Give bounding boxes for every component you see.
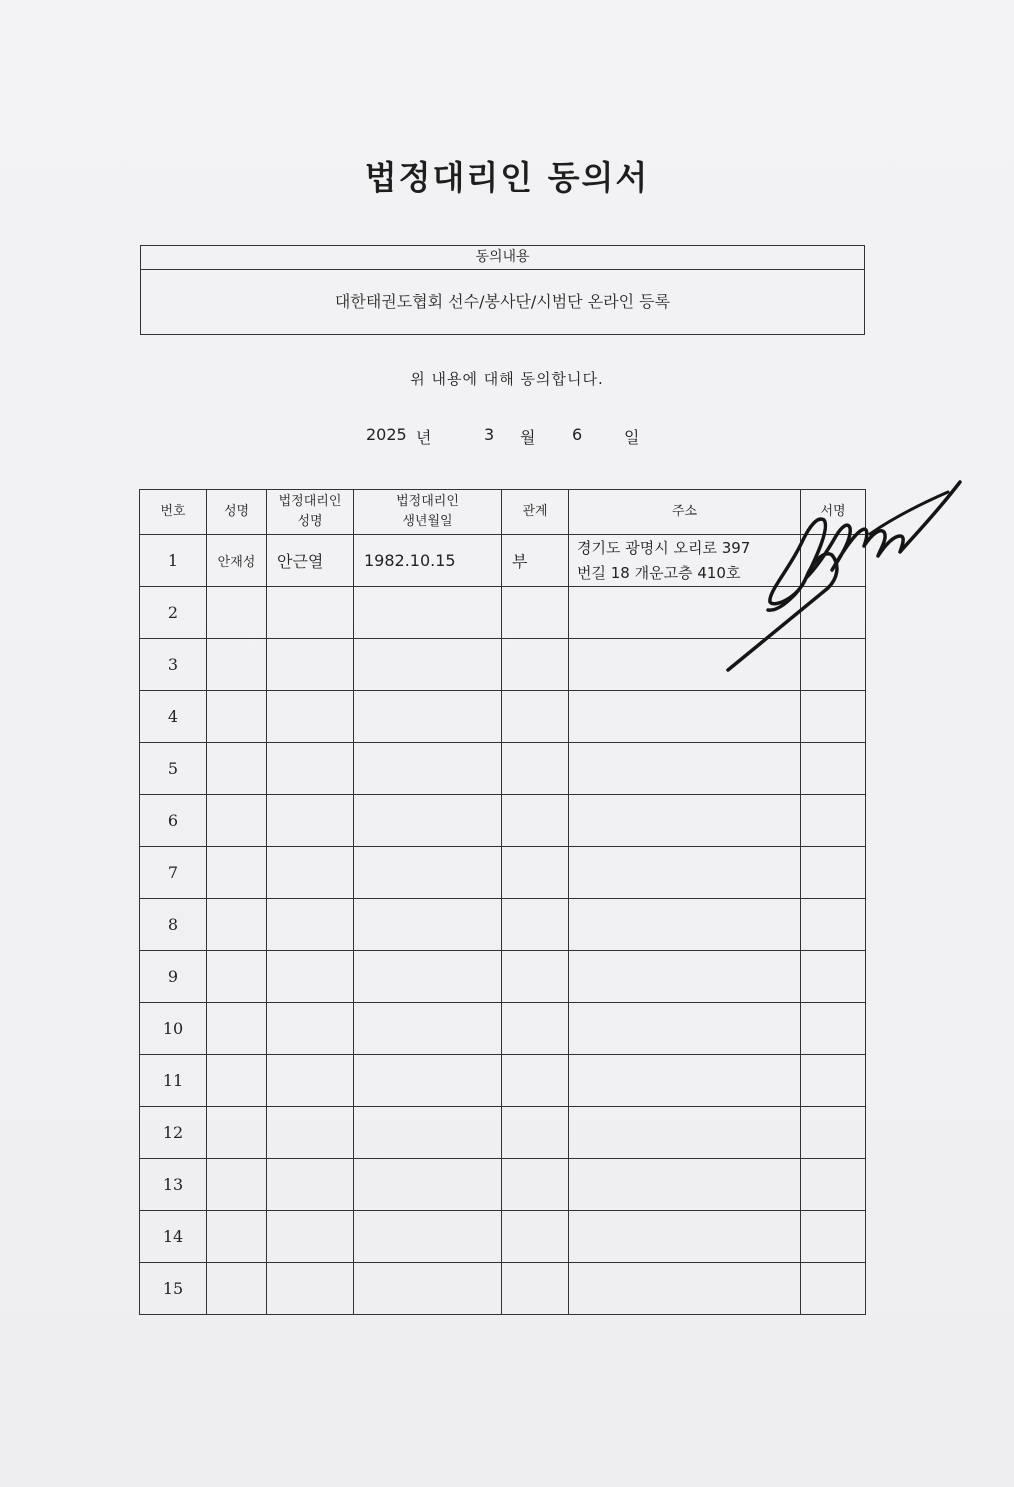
cell-guardian-name: 안근열	[267, 535, 354, 587]
cell-guardian-name	[267, 587, 354, 639]
table-row	[140, 899, 866, 951]
cell-guardian-name	[267, 847, 354, 899]
date-month-unit: 월	[520, 428, 536, 447]
cell-relation	[502, 1107, 569, 1159]
cell-signature	[801, 1003, 866, 1055]
cell-guardian-birth	[354, 899, 502, 951]
document-title: 법정대리인 동의서	[364, 158, 650, 197]
cell-name	[207, 1107, 267, 1159]
cell-name	[207, 691, 267, 743]
cell-name	[207, 951, 267, 1003]
cell-signature	[801, 1159, 866, 1211]
cell-relation	[502, 1263, 569, 1315]
cell-name	[207, 743, 267, 795]
cell-guardian-birth	[354, 951, 502, 1003]
cell-signature	[801, 743, 866, 795]
cell-number: 6	[140, 795, 207, 847]
cell-name	[207, 1211, 267, 1263]
cell-guardian-birth	[354, 1263, 502, 1315]
cell-guardian-name	[267, 691, 354, 743]
header-signature: 서명	[801, 490, 866, 535]
cell-relation	[502, 639, 569, 691]
cell-address	[569, 1003, 801, 1055]
cell-number: 8	[140, 899, 207, 951]
header-guardian-birth-line1: 법정대리인	[396, 494, 459, 509]
cell-name	[207, 587, 267, 639]
cell-relation	[502, 951, 569, 1003]
cell-address	[569, 795, 801, 847]
cell-address	[569, 691, 801, 743]
cell-guardian-name	[267, 795, 354, 847]
cell-relation: 부	[502, 535, 569, 587]
cell-guardian-name	[267, 639, 354, 691]
date-month: 3	[484, 425, 495, 444]
cell-address	[569, 847, 801, 899]
cell-number: 4	[140, 691, 207, 743]
cell-signature	[801, 1107, 866, 1159]
cell-number: 15	[140, 1263, 207, 1315]
cell-guardian-name	[267, 1159, 354, 1211]
table-row	[140, 1263, 866, 1315]
header-guardian-name-line1: 법정대리인	[278, 494, 342, 509]
consent-content-header: 동의내용	[141, 246, 864, 270]
cell-guardian-name	[267, 1107, 354, 1159]
cell-relation	[502, 899, 569, 951]
cell-guardian-birth	[354, 1211, 502, 1263]
table-row	[140, 847, 866, 899]
cell-guardian-birth: 1982.10.15	[354, 535, 502, 587]
header-guardian-birth-line2: 생년월일	[402, 514, 453, 529]
cell-address	[569, 743, 801, 795]
table-row	[140, 951, 866, 1003]
cell-number: 14	[140, 1211, 207, 1263]
cell-guardian-birth	[354, 847, 502, 899]
cell-name	[207, 1055, 267, 1107]
handwritten-signature	[720, 470, 970, 680]
header-relation: 관계	[502, 490, 569, 535]
cell-guardian-birth	[354, 1107, 502, 1159]
cell-address	[569, 1159, 801, 1211]
cell-address	[569, 899, 801, 951]
cell-name	[207, 1159, 267, 1211]
cell-name	[207, 1003, 267, 1055]
table-row	[140, 1211, 866, 1263]
cell-number: 5	[140, 743, 207, 795]
table-row	[140, 1003, 866, 1055]
cell-name	[207, 847, 267, 899]
cell-relation	[502, 1003, 569, 1055]
cell-signature	[801, 1211, 866, 1263]
header-address: 주소	[569, 490, 801, 535]
cell-name	[207, 795, 267, 847]
cell-guardian-birth	[354, 639, 502, 691]
cell-guardian-name	[267, 899, 354, 951]
cell-number: 2	[140, 587, 207, 639]
header-guardian-birth	[354, 490, 502, 535]
cell-signature	[801, 1263, 866, 1315]
cell-guardian-name	[267, 743, 354, 795]
cell-number: 13	[140, 1159, 207, 1211]
cell-number: 9	[140, 951, 207, 1003]
cell-relation	[502, 847, 569, 899]
address-line-1: 경기도 광명시 오리로 397	[577, 538, 751, 557]
cell-address	[569, 1107, 801, 1159]
cell-number: 10	[140, 1003, 207, 1055]
cell-name	[207, 1263, 267, 1315]
cell-name: 안재성	[207, 535, 267, 587]
cell-signature	[801, 1055, 866, 1107]
cell-number: 1	[140, 535, 207, 587]
cell-relation	[502, 1211, 569, 1263]
cell-address	[569, 1211, 801, 1263]
cell-relation	[502, 1055, 569, 1107]
cell-number: 3	[140, 639, 207, 691]
cell-address	[569, 1263, 801, 1315]
address-line-2: 번길 18 개운고층 410호	[577, 563, 741, 582]
consent-content-box	[140, 245, 865, 335]
table-row	[140, 795, 866, 847]
cell-guardian-name	[267, 1003, 354, 1055]
consent-content-body: 대한태권도협회 선수/봉사단/시범단 온라인 등록	[334, 292, 671, 311]
table-row	[140, 691, 866, 743]
cell-guardian-birth	[354, 587, 502, 639]
table-row	[140, 1055, 866, 1107]
cell-number: 7	[140, 847, 207, 899]
cell-relation	[502, 743, 569, 795]
cell-guardian-name	[267, 1211, 354, 1263]
cell-address	[569, 1055, 801, 1107]
cell-guardian-birth	[354, 1159, 502, 1211]
cell-name	[207, 899, 267, 951]
cell-signature	[801, 951, 866, 1003]
cell-number: 12	[140, 1107, 207, 1159]
cell-guardian-birth	[354, 691, 502, 743]
cell-guardian-name	[267, 1055, 354, 1107]
cell-name	[207, 639, 267, 691]
cell-number: 11	[140, 1055, 207, 1107]
cell-guardian-name	[267, 1263, 354, 1315]
cell-guardian-birth	[354, 1055, 502, 1107]
cell-relation	[502, 587, 569, 639]
cell-guardian-birth	[354, 795, 502, 847]
cell-signature	[801, 847, 866, 899]
header-guardian-name-line2: 성명	[297, 514, 323, 529]
header-name: 성명	[207, 490, 267, 535]
header-guardian-name	[267, 490, 354, 535]
cell-relation	[502, 795, 569, 847]
cell-relation	[502, 691, 569, 743]
date-year: 2025	[366, 425, 407, 444]
table-row	[140, 743, 866, 795]
table-row	[140, 1107, 866, 1159]
cell-relation	[502, 1159, 569, 1211]
date-day: 6	[572, 425, 583, 444]
header-number: 번호	[140, 490, 207, 535]
date-day-unit: 일	[624, 428, 640, 447]
table-row	[140, 1159, 866, 1211]
cell-signature	[801, 899, 866, 951]
cell-guardian-name	[267, 951, 354, 1003]
cell-address	[569, 951, 801, 1003]
agreement-statement: 위 내용에 대해 동의합니다.	[410, 370, 604, 388]
cell-signature	[801, 795, 866, 847]
cell-guardian-birth	[354, 1003, 502, 1055]
date-year-unit: 년	[416, 428, 432, 447]
cell-guardian-birth	[354, 743, 502, 795]
cell-signature	[801, 691, 866, 743]
